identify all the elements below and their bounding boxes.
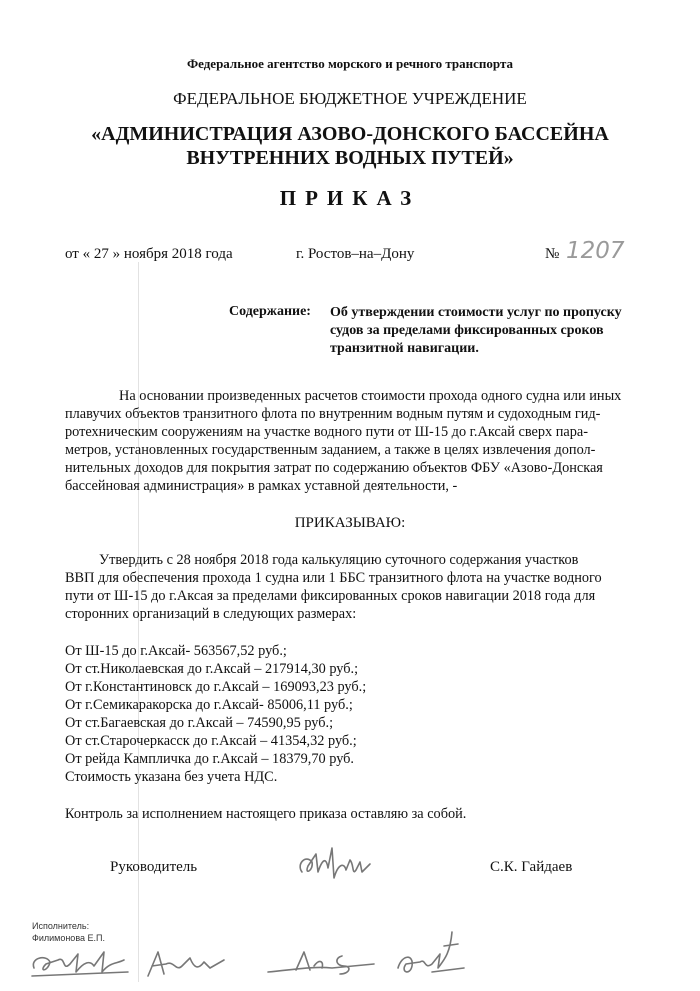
approval-signature-2 [140,946,230,987]
agency-name: Федеральное агентство морского и речного транспорта [186,56,514,71]
approval-signature-3 [262,942,382,987]
control-clause: Контроль за исполнением настоящего приказа оставляю за собой. [65,806,467,822]
paragraph-line: бассейновая администрация» в рамках уставной деятельности, - [65,478,458,494]
price-item: От ст.Багаевская до г.Аксай – 74590,95 руб.; [65,715,334,731]
paragraph-line: плавучих объектов транзитного флота по внутренним водным путям и судоходным гид- [65,406,601,422]
order-number-label: № [545,246,560,262]
paragraph-line: Утвердить с 28 ноября 2018 года калькуляцию суточного содержания участков [99,552,579,568]
executor-label: Исполнитель: [32,921,90,931]
order-word: ПРИКАЗЫВАЮ: [294,515,406,531]
paragraph-line: метров, установленных государственным заданием, а также в целях извлечения допол- [65,442,596,458]
institution-type: ФЕДЕРАЛЬНОЕ БЮДЖЕТНОЕ УЧРЕЖДЕНИЕ [173,89,527,108]
subject-line: транзитной навигации. [330,341,479,356]
preamble-paragraph [65,387,657,495]
subject-text [330,304,622,358]
executor-name: Филимонова Е.П. [32,933,105,943]
subject-line: Об утверждении стоимости услуг по пропуску [330,305,622,320]
approval-signature-1 [28,942,138,987]
paragraph-line: нительных доходов для покрытия затрат по содержанию объектов ФБУ «Азово-Донская [65,460,603,476]
order-date: от « 27 » ноября 2018 года [65,246,233,262]
institution-name-line1: «АДМИНИСТРАЦИЯ АЗОВО-ДОНСКОГО БАССЕЙНА [91,123,609,145]
vat-note: Стоимость указана без учета НДС. [65,769,278,785]
price-item: От Ш-15 до г.Аксай- 563567,52 руб.; [65,643,287,659]
price-item: От рейда Кампличка до г.Аксай – 18379,70 руб. [65,751,355,767]
paragraph-line: На основании произведенных расчетов стоимости прохода одного судна или иных [119,388,622,404]
paragraph-line: сторонних организаций в следующих размерах: [65,606,357,622]
signer-name: С.К. Гайдаев [490,859,573,875]
paragraph-line: ВВП для обеспечения прохода 1 судна или 1 ББС транзитного флота на участке водного [65,570,602,586]
price-item: От г.Семикаракорска до г.Аксай- 85006,11 руб.; [65,697,353,713]
price-item: От г.Константиновск до г.Аксай – 169093,23 руб.; [65,679,367,695]
order-number-handwritten: 1207 [566,238,625,264]
executor-block [32,920,105,944]
institution-name [0,122,700,170]
subject-line: судов за пределами фиксированных сроков [330,323,604,338]
price-list [65,642,366,786]
order-city: г. Ростов–на–Дону [296,246,415,262]
price-item: От ст.Старочеркасск до г.Аксай – 41354,32 руб.; [65,733,357,749]
subject-label: Содержание: [229,304,311,319]
paragraph-line: пути от Ш-15 до г.Аксая за пределами фиксированных сроков навигации 2018 года для [65,588,596,604]
paragraph-line: ротехническим сооружениям на участке водного пути от Ш-15 до г.Аксай сверх пара- [65,424,588,440]
signer-position: Руководитель [110,859,198,875]
institution-name-line2: ВНУТРЕННИХ ВОДНЫХ ПУТЕЙ» [186,147,514,169]
decision-paragraph [65,551,657,623]
price-item: От ст.Николаевская до г.Аксай – 217914,30 руб.; [65,661,359,677]
director-signature [292,842,382,897]
document-type: ПРИКАЗ [279,186,421,210]
approval-signature-4 [392,924,472,989]
